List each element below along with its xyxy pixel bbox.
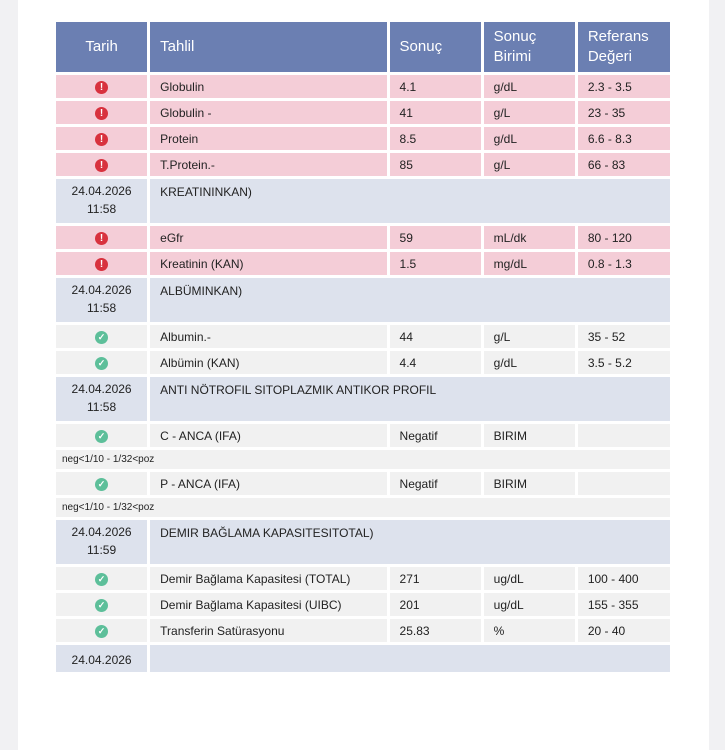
group-date: 24.04.2026 [71,525,132,539]
result-value: 8.5 [390,127,481,150]
reference-range: 20 - 40 [578,619,670,642]
result-value: 25.83 [390,619,481,642]
test-name: Transferin Satürasyonu [150,619,386,642]
result-value: 201 [390,593,481,616]
group-datetime [56,377,147,421]
group-name: KREATININKAN) [150,179,670,223]
group-date: 24.04.2026 [71,184,132,198]
check-circle-icon: ✓ [95,625,108,638]
check-circle-icon: ✓ [95,430,108,443]
result-value: 4.4 [390,351,481,374]
reference-range: 35 - 52 [578,325,670,348]
result-value: Negatif [390,424,481,447]
reference-range: 80 - 120 [578,226,670,249]
group-time: 11:58 [87,301,117,315]
table-row-tprotein [56,153,670,176]
group-row-anca [56,377,670,421]
reference-range: 100 - 400 [578,567,670,590]
check-circle-icon: ✓ [95,478,108,491]
reference-range [578,424,670,447]
reference-range: 2.3 - 3.5 [578,75,670,98]
result-unit: mg/dL [484,252,575,275]
group-row-last [56,645,670,672]
check-circle-icon: ✓ [95,573,108,586]
lab-results-table [53,19,673,675]
header-test: Tahlil [150,22,386,72]
reference-range: 155 - 355 [578,593,670,616]
note-row-c-anca [56,450,670,469]
table-row-c-anca [56,424,670,447]
group-name: DEMIR BAĞLAMA KAPASITESITOTAL) [150,520,670,564]
table-row-demir-uibc [56,593,670,616]
test-name: Albumin.- [150,325,386,348]
test-name: Kreatinin (KAN) [150,252,386,275]
table-row-globulin [56,75,670,98]
result-unit: g/L [484,325,575,348]
result-value: 1.5 [390,252,481,275]
result-value: 85 [390,153,481,176]
table-row-albumin [56,325,670,348]
report-sheet [18,0,709,750]
result-unit: g/L [484,153,575,176]
result-unit: ug/dL [484,567,575,590]
table-row-kreatinin [56,252,670,275]
check-circle-icon: ✓ [95,357,108,370]
test-name: T.Protein.- [150,153,386,176]
result-unit: mL/dk [484,226,575,249]
result-value: 44 [390,325,481,348]
test-name: C - ANCA (IFA) [150,424,386,447]
reference-range: 23 - 35 [578,101,670,124]
group-time: 11:58 [87,202,117,216]
header-result: Sonuç [390,22,481,72]
table-row-demir-total [56,567,670,590]
test-name: Protein [150,127,386,150]
group-name: ANTI NÖTROFIL SITOPLAZMIK ANTIKOR PROFIL [150,377,670,421]
reference-range: 6.6 - 8.3 [578,127,670,150]
table-row-egfr [56,226,670,249]
result-unit: g/dL [484,351,575,374]
header-date: Tarih [56,22,147,72]
check-circle-icon: ✓ [95,599,108,612]
exclamation-circle-icon: ! [95,258,108,271]
exclamation-circle-icon: ! [95,133,108,146]
reference-note: neg<1/10 - 1/32<poz [56,498,670,517]
test-name: P - ANCA (IFA) [150,472,386,495]
table-row-p-anca [56,472,670,495]
header-row [56,22,670,72]
group-name [150,645,670,672]
test-name: Demir Bağlama Kapasitesi (TOTAL) [150,567,386,590]
test-name: eGfr [150,226,386,249]
result-unit: g/dL [484,75,575,98]
group-name: ALBÜMINKAN) [150,278,670,322]
group-datetime [56,179,147,223]
result-unit: BIRIM [484,424,575,447]
table-row-globulin-gl [56,101,670,124]
exclamation-circle-icon: ! [95,159,108,172]
group-row-demir [56,520,670,564]
header-unit: Sonuç Birimi [484,22,575,72]
reference-range: 3.5 - 5.2 [578,351,670,374]
group-datetime [56,278,147,322]
check-circle-icon: ✓ [95,331,108,344]
group-date: 24.04.2026 [71,382,132,396]
result-value: 271 [390,567,481,590]
test-name: Globulin [150,75,386,98]
reference-range [578,472,670,495]
group-datetime [56,520,147,564]
reference-range: 66 - 83 [578,153,670,176]
result-unit: BIRIM [484,472,575,495]
result-value: 4.1 [390,75,481,98]
group-date: 24.04.2026 [71,283,132,297]
test-name: Globulin - [150,101,386,124]
result-value: 59 [390,226,481,249]
result-unit: g/dL [484,127,575,150]
exclamation-circle-icon: ! [95,232,108,245]
test-name: Demir Bağlama Kapasitesi (UIBC) [150,593,386,616]
table-row-albumin-kan [56,351,670,374]
reference-note: neg<1/10 - 1/32<poz [56,450,670,469]
group-date: 24.04.2026 [56,645,147,672]
header-reference: Referans Değeri [578,22,670,72]
test-name: Albümin (KAN) [150,351,386,374]
exclamation-circle-icon: ! [95,81,108,94]
result-unit: % [484,619,575,642]
group-time: 11:59 [87,543,117,557]
group-row-albumin [56,278,670,322]
group-row-kreatinin [56,179,670,223]
result-value: Negatif [390,472,481,495]
table-row-protein [56,127,670,150]
result-unit: g/L [484,101,575,124]
group-time: 11:58 [87,400,117,414]
table-row-transferin [56,619,670,642]
result-value: 41 [390,101,481,124]
note-row-p-anca [56,498,670,517]
exclamation-circle-icon: ! [95,107,108,120]
reference-range: 0.8 - 1.3 [578,252,670,275]
result-unit: ug/dL [484,593,575,616]
